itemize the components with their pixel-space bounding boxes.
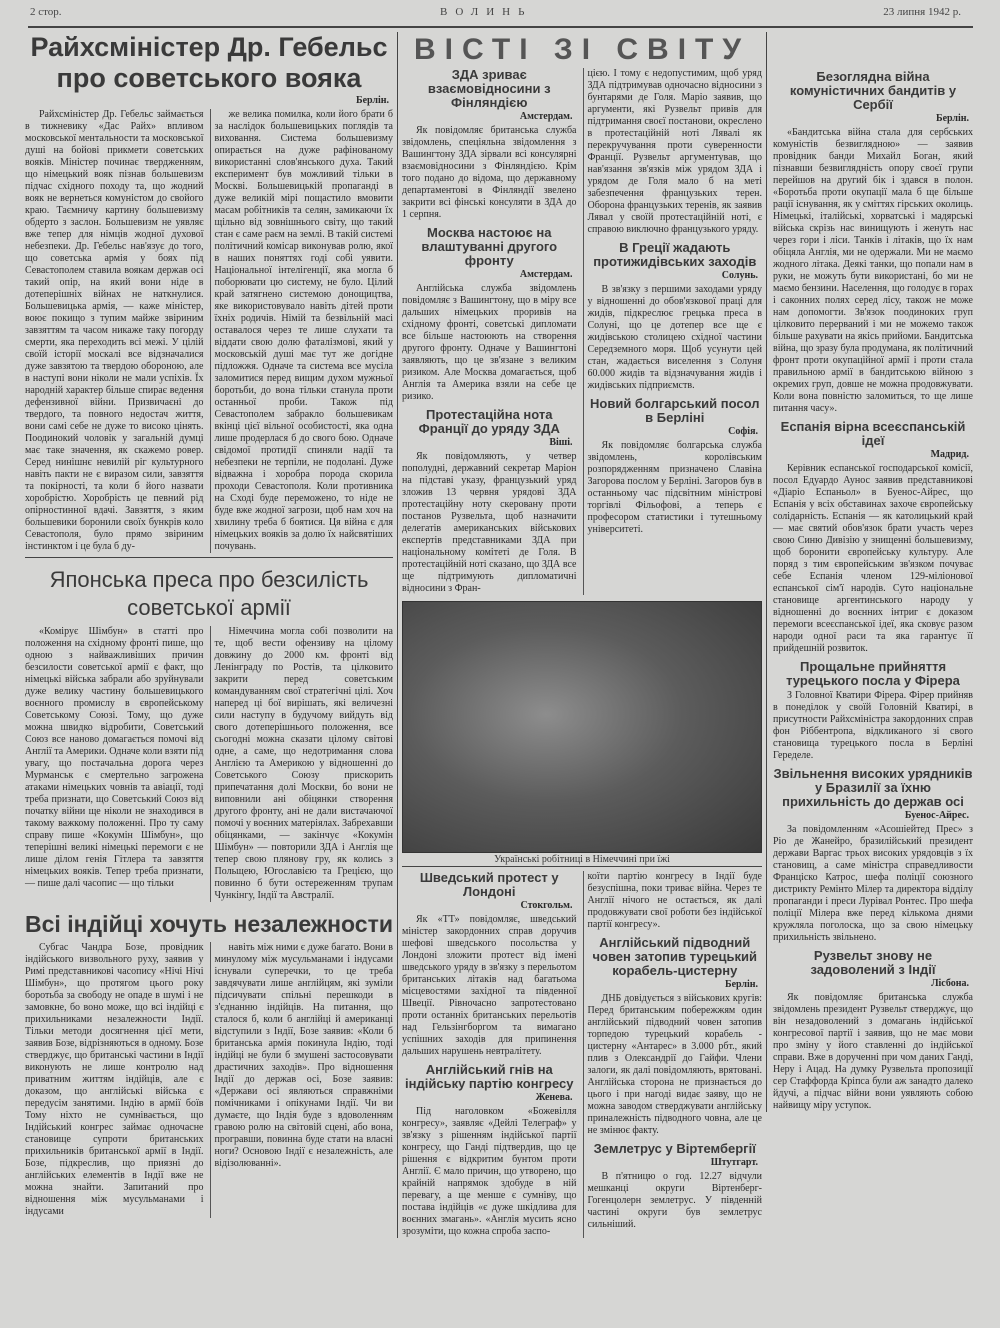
- article-body: цією. І тому є недопустимим, щоб уряд ЗДА підтримував одночасно відносини з бунтарями де Голя. Маріо заявив, що аргументи, які Рузвельт привів для підтримання своєї постанови, окреслено в протестаційній ноті Лявалі як перекручування проти суверенности Франції. Рузвельт аргументував, що нав'язання зв'язків між урядом ЗДА і урядом де Голя мало б на меті забезпечення французьких терен. Оборона французьких теренів, як заявив Лявал у своїй протестаційній ноті, є справою виключно французького уряду.: [587, 68, 762, 235]
- article-body: ДНБ довідується з військових кругів: Перед британським побережжям один англійський підводний човен затопив торпедою турецький корабель - цистерну «Антарес» в 3.000 рбт., який плив з Олександрії до Гайфи. Члени залоги, як далі повідомляють, врятовані. Англійська сторона не признається до цього і при нагоді видає заяву, що не можна заводом стверджувати англійську приналежність підводного човна, але це не змінює факту.: [587, 993, 762, 1136]
- article-body: З Головної Кватири Фірера. Фірер прийняв в понеділок у своїй Головній Кватирі, в присутности Райхсміністра закордонних справ фон Ріббентропа, відкликаного зі свого становища турецького посла в Берліні Геределе.: [773, 690, 973, 761]
- dateline: Стокгольм.: [520, 900, 573, 911]
- section-title: ВІСТІ ЗІ СВІТУ: [413, 33, 751, 66]
- dateline: Лісбона.: [931, 978, 969, 989]
- article-india: [25, 910, 393, 1218]
- headline: Безоглядна війна комуністичних бандитів у Сербії: [789, 69, 957, 112]
- headline: Новий болгарський посол в Берліні: [590, 396, 760, 425]
- article-goebbels: [25, 32, 393, 558]
- article-body: Як «ТТ» повідомляє, шведський міністер закордонних справ доручив шефові шведського посольства у Лондоні зложити протест від імені шведського уряду в зв'язку з перельотом британських літаків над багатьома місцевостями західної та південної Швеції. Рівночасно запротестовано проти останніх британських перельотів над Гельзінгборгом та вимагано успішних заходів для припинення дальших нарушень невтралітету.: [402, 914, 577, 1057]
- article-body: Як повідомляє британська служба звідомлень президент Рузвельт стверджує, що він незадоволений з домагань індійської конгресової партії і заявив, що не має мови про зміну у його ставленні до індійської справи. Вже в дорученні при чом даних Ганді, Неру і Ацад. На думку Рузвельта пропозиції сер Стаффорда Кріпса були аж занадто далеко йдучі, а підчас війни вони уявляють собою найвищу міру уступок.: [773, 992, 973, 1111]
- right-column: [766, 32, 973, 1112]
- page-header: [28, 0, 973, 28]
- article-body: Райхсміністер Др. Гебельс займається в тижневику «Дас Райх» впливом московської ментальности та московської душі на бойові прикмети советських вояків. Міністер починає твердженням, що німецький вояк пізнав большевизм підчас східного походу та, що жодний вояк не вернеться комуністом до свойого краю. Таємничу картину большевизму обдерто з заслон. Большевизм не уявляє вже тепер для німців жодної духової небезпеки. Др. Гебельс нав'язує до того, що советська армія у боях під Севастополем ставила воякам держав осі такий опір, на який вони ніде в дотеперішніх війнах не наткнулися. Большевицька армія, — каже міністер, воює покищо з тупим майже звіриним завзяттям та часом никаже таку погорду смерти, яка переходить всі межі. У цілій своїй історії москалі все відзначалися дуже завзятою та твердою обороною, але в наступі вони ніколи не мали успіхів. Їх народній характер більше спирає ведення дефензивної війни. Призвичаєні до твердого, та повного недостач життя, вони самі себе не дуже то високо цінять. Поодинокий чоловік у загальній думці має таке значення, як скажемо ровер. Серед нинішнє невилій ріг культурного навіть пакти не є виразом сили, завзяття та покірності, та коли б його назвати хоробрістю. Хоробрість це певний рід опірностинної вдачі. Завзяття, з яким большевики боронили своїх бункрів коло Севастополя, було прямо звіриним інстинктом і це була б ду-: [25, 109, 204, 552]
- headline: Всі індійці хочуть незалежности: [25, 911, 393, 937]
- article-body: Німеччина могла собі позволити на те, щоб вести офензиву на цілому довжину до 2000 км. фронті від Ленінграду по Ростів, та цілковито закрити перед советським командуванням свої стратегічні цілі. Хоч наперед ці бої вирішать, які величезні сили наступу в будучому вийдуть від свого дотеперішнього положення, все сьогодні можна сказати цілому світові одне, а саме, що недотримання слова Англією та Америкою у відношенні до Советського Союзу прискорить припечатання долі Москви, бо вони не виповнили ані обіцянки створення другого фронту, ані не дали вистачаючої помочі у воєнних матеріялах. Забрехавши обіцянками, — закінчує «Кокумін Шімбун» — повторили ЗДА і Англія ще тепер свою плянову гру, як колись з Польщею, Югославією та Грецією, що повинно б бути остереженням трупам Чункінгу, Індії та Австралії.: [210, 626, 394, 902]
- headline: Москва настоює на влаштуванні другого фронту: [421, 225, 558, 268]
- middle-lower-right: [583, 871, 763, 1238]
- dateline: Амстердам.: [519, 269, 573, 280]
- headline: Англійський гнів на індійську партію конгресу: [405, 1062, 574, 1091]
- issue-date: 23 липня 1942 р.: [883, 6, 961, 18]
- headline: В Греції жадають протижидівських заходів: [593, 240, 757, 269]
- headline: Протестаційна нота Франції до уряду ЗДА: [418, 407, 560, 436]
- article-body: Під наголовком «Божевілля конгресу», заявляє «Дейлі Телеграф» у зв'язку з рішенням індійської партії конгресу, що Ганді підтвердив, що це рішення є відкритим бунтом проти Англії. Є мало причин, що утворено, що крайній напрямок здобуде в ній перевагу, а ще менше є сумніву, що постава індійців «є дуже шкідлива для воєнних змагань». «Англія мусить ясно зрозуміти, що кожна спроба заспо-: [402, 1106, 577, 1237]
- article-body: коїти партію конгресу в Індії буде безуспішна, поки триває війна. Через те Англії нічого не остається, як далі продовжувати свої роботи без індійської партії конгресу».: [587, 871, 762, 930]
- dateline: Мадрид.: [930, 449, 969, 460]
- article-body: Як повідомляє болгарська служба звідомлень, королівським розпорядженням призначено Славіна Загорова послом у Берліні. Загоров був в останньому час підсвітним міністрові торгівлі Фільофові, а теперь є професором статистики і тутешньому університеті.: [587, 440, 762, 535]
- paper-name: ВОЛИНЬ: [440, 6, 533, 18]
- headline: Землетрус у Віртембергії: [593, 1141, 756, 1156]
- article-body: же велика помилка, коли його брати б за наслідок большевицьких поглядів та виховання. Система большевизму опирається на дуже рафінованому використанні слов'янського духа. Такий експеримент був можливий тільки в Москві. Большевицькій пропаганді в дуже великій мірі пощастило вмовити масам робітників та селян, замикаючи їх щільно від зовнішнього світу, що такий стан є саме раєм на землі. В такій системі політичний комісар виконував ролю, якої в наших поняттях годі собі уявити. Національної інтелігенції, яка могла б поборювати цю систему, не було. Цілий край затягнено системою донощицтва, яке використовувало навіть дітей проти їхніх родичів. Німій та безвільній масі оставалося через те лише слухати та віддати свою долю фаталізмові, який у московській душі має тут же догідне підложжя. Одначе та система все мусіла заломитися перед вищим духом мужньої боротьби, до вона тільки станула проти останньої проби. Також під Севастополем забракло большевикам вкінці цієї вільної особистості, яка одна лише продерлася б до свого бою. Одначе свідомої протидії спиняли надії та небезпеки не терпіли, не подолані. Дуже відважна і хоробра порода скорила проходи Севастополя. Коли противника на Сході буде переможено, то ніде не буде вже жодної загрози, щоб нам хоч на хвилину треба б боятися. Ця війна є для німецьких вояків за долю їх найсвятіших почувань.: [210, 109, 394, 553]
- headline: Прощальне прийняття турецького посла у Фірера: [786, 659, 960, 688]
- dateline: Буенос-Айрес.: [904, 810, 969, 821]
- headline: Англійський підводний човен затопив турецький корабель-цистерну: [592, 935, 757, 978]
- photo-women-eating: [402, 601, 762, 853]
- article-body: «Бандитська війна стала для сербських комуністів безвиглядною» — заявив провідник банди Михайл Боган, який пізнавши безвиглядність опору своєї групи перейшов на другий бік і здався в полон. «Боротьба проти окупації мала б ще більше рації існування, як у сміттях гірських околиць. Німецькі, італійські, хорватські і мадярські війська скрізь нас винищують і женуть нас через гори і ліси. Танків і літаків, що їх нам обіцяла Англія, ми не одержали. Ми не маємо жодного літака. Деякі танки, що попали нам в руки, не можуть бути використані, бо ми не маємо бензини. Населення, що голодує в горах і саконних полях серед лісу, також не може нам допомогти. Зв'язок поодиноких груп цілковито перерваний і ми не можемо також більше рахувати на якісь прийоми. Бандитська війна, що зразу була продумана, як політичний фронт проти окупаційної армії і проти стала правильною армії в бандитською війною з окремих груп, довше не можна продовжувати. Коли вона повністю заломиться, то ще лише питання часу».: [773, 127, 973, 414]
- dateline: Амстердам.: [519, 111, 573, 122]
- headline: Японська преса про безсилість советської армії: [49, 567, 369, 620]
- headline: ЗДА зриває взаємовідносини з Фінляндією: [427, 67, 551, 110]
- dateline: Віші.: [549, 437, 573, 448]
- article-body: Англійська служба звідомлень повідомляє з Вашингтону, що в міру все дальших німецьких проривів на східному фронті, советські дипломати все більше настоюють на створення другого фронту. Одначе у Вашингтоні заявляють, що це зв'язане з великим ризиком. Але Москва домагається, щоб Англія та Америка взяли на себе це ризико.: [402, 283, 577, 402]
- headline: Звільнення високих урядників у Бразилії за їхню прихильність до держав осі: [773, 766, 973, 809]
- dateline: Берлін.: [724, 979, 758, 990]
- article-body: Як повідомляють, у четвер пополудні, державний секретар Маріон на підставі указу, французький уряд зложив 13 червня урядові ЗДА протестаційну ноту скеровану проти постанов Рузвельта, щоб назначити делегатів американських військових експертів представниками ЗДА при національному комітеті де Голя. В протестаційній ноті сказано, що ЗДА все ще підтримують дипломатичні відносини з Фран-: [402, 451, 577, 594]
- page-number: 2 стор.: [30, 6, 62, 18]
- middle-column-left: [402, 68, 577, 595]
- article-body: Керівник еспанської господарської комісії, посол Едуардо Аунос заявив представникові «Діаріо Еспаньол» в Буенос-Айрес, що Еспанія у всіх обставинах захоче європейську солідарність. Еспанія — як католицький край — має святий обов'язок брати участь через свою Синю Дивізію у знищенні большевизму, щоб боронити європейську культуру. Але поряд з тим європейським зв'язком почуває себе Еспанія членом 129-міліонової еспанської сім'ї народів. Суто національне становище аргентинського народу у відношенні до воєнних інтриг є доказом перемоги всеєспанської ідеї, яка сковує разом народи одної раси та яка гарантує її прийдешній розвиток.: [773, 463, 973, 654]
- dateline: Штутгарт.: [710, 1157, 758, 1168]
- article-body: За повідомленням «Асошіейтед Прес» з Ріо де Жанейро, бразилійський президент держави Варгас трьох високих урядовців з їх становищ, а саме міністра справедливости Франціско Катрос, шефа поліції союзного дистрикту Ремінто Мілер та директора відділу пропаганди і преси Лурівал Ронтес. Про шефа поліції Мілера вже перед кількома днями кружляла поголоска, що за свою німецьку прихильність звільнено.: [773, 824, 973, 943]
- left-column: [25, 32, 393, 1218]
- middle-column: [397, 32, 762, 1238]
- dateline: Софія.: [728, 426, 758, 437]
- headline: Райхсміністер Др. Гебельс про советського вояка: [30, 32, 388, 93]
- article-body: «Комірує Шімбун» в статті про положення на східному фронті пише, що одною з найважливіших причин безсилости советської армії є факт, що німецькі війська забрали або зруйнували дуже велику частину большевицького воєнного промислу в європейському Советському Союзі. Тому, що дуже можна швидко відробити, Советський Союз все наново домагається помочі від Англії та Америки. Одначе коли взяти під увагу, що постачальна дорога через Мурманськ є смертельно загрожена атаками німецьких човнів та авіації, тоді треба признати, що Советський Союз від початку війни ще ніколи не знаходився в такому важкому положенні. Про ту саму справу пише «Кокумін Шімбун», що теперішні великі німецькі перемоги є не лише ділом генія Гітлера та завзяття німецьких вояків. Тепер треба признати, — пише далі часопис — що тільки: [25, 626, 204, 889]
- dateline: Берлін.: [935, 113, 969, 124]
- article-body: Як повідомляє британська служба звідомлень, спеціяльна звідомлення з Вашингтону ЗДА зірвали всі консулярні взаємовідносини з Фінляндією. Крім того подано до відома, що державному департаментові в Фінляндії звелено закрити всі фінські консуляти в ЗДА до 1 серпня.: [402, 125, 577, 220]
- headline: Рузвельт знову не задоволений з Індії: [810, 948, 936, 977]
- photo-caption: Українські робітниці в Німеччині при їжі: [402, 853, 762, 867]
- article-body: навіть між ними є дуже багато. Вони в минулому між мусульманами і індусами існували суперечки, то це треба завдячувати лише англійцям, які зуміли підсичувати спільні перешкоди в з'єднанню індійців. На питання, що сталося б, коли б англійці й американці відступили з Індії, Бозе заявив: «Коли б британська армія покинула Індію, тоді індійці не були б змушені застосовувати драстичних заходів». Про відношення Індії до держав осі, Бозе заявив: «Держави осі являються справжніми помічниками і опікунами Індії. Чи ви думаєте, що Індія буде з вдоволенням гравою ролю на світовій сцені, або вона, програвши, повинна буде стати на власні ноги? Основою Індії є незалежність, але відізолюванні».: [210, 942, 394, 1218]
- article-body: В зв'язку з першими заходами уряду у відношенні до обов'язкової праці для жидів, підкреслює грецька преса в Солуні, що це дотепер все ще є жидівською столицею східної частини Середземного моря. Щоб усунути цей стан, жадається виселення з Солуня 60.000 жидів та відзначування жидів і жидівських підприємств.: [587, 284, 762, 391]
- middle-lower-left: [402, 871, 577, 1238]
- article-japan: [25, 566, 393, 902]
- dateline: Солунь.: [721, 270, 758, 281]
- dateline: Женева.: [535, 1092, 573, 1103]
- dateline: Берлін.: [355, 95, 389, 106]
- article-body: Субгас Чандра Бозе, провідник індійського визвольного руху, заявив у Римі представникові часопису «Нічі Нічі Шімбун», що протягом цього року боротьба за свободу не опаде в шумі і не замовкне, бо воно може, що всі індійці є прихильниками незалежности Індії. Тільки методи досягнення цієї мети, заявив Бозе, відрізняються в одному. Бозе стверджує, що британські частини в Індії виконують не лише контролю над приватним життям індійців, але є доказом, що англійські війська є передусім занятими. Індію в армії боїв Тому ніхто не сумнівається, що Індійський конгрес займає одночасне становище супроти британських прихильників британської армії в Індії. Бозе, підкреслив, що приязні до англійських елементів в Індії вже не можна знайти. Запитаний про відношення між мусульманами і індусами: [25, 942, 204, 1217]
- middle-column-right: [583, 68, 763, 595]
- headline: Еспанія вірна всеєспанській ідеї: [780, 419, 966, 448]
- headline: Шведський протест у Лондоні: [419, 870, 559, 899]
- article-body: В п'ятницю о год. 12.27 відчули мешканці округи Віртенберг-Гогенцолерн землетрус. У південній частині округи був землетрус сильніший.: [587, 1171, 762, 1230]
